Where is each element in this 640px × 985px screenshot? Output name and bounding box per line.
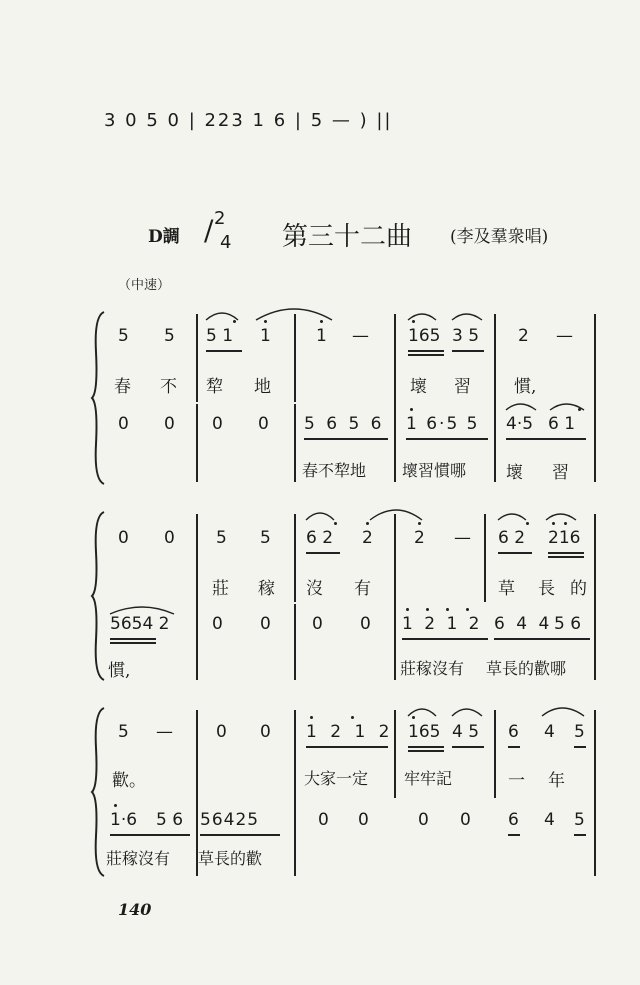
slur [406,700,596,720]
note: 6 2 [498,528,526,548]
octave-dot [114,804,117,807]
underline [110,834,190,836]
octave-dot [418,522,421,525]
octave-dot [564,522,567,525]
underline [548,556,584,558]
octave-dot [552,522,555,525]
note: 56425 [200,810,260,830]
note: 6 [508,810,519,830]
octave-dot [410,408,413,411]
note: 6 4 4 [494,614,553,634]
lyric: 草長的歡哪 [486,659,567,678]
lyric: 習 [552,463,569,483]
octave-dot [351,716,354,719]
note: 2 [414,528,425,548]
lyric: 莊 [212,579,229,599]
underline [508,834,520,836]
note: 6 2 [306,528,334,548]
dash: — [156,722,173,742]
underline [110,638,156,640]
underline [408,750,444,752]
note: 2 [362,528,373,548]
note: 0 [216,722,227,742]
note: 5 [164,326,175,346]
underline [508,746,520,748]
underline [452,746,484,748]
slur [504,396,594,414]
note: 5 6 [156,810,184,830]
note: 1·6 [110,810,138,830]
dash: — [352,326,369,346]
note: 5654 2 [110,614,170,634]
system2-barline [594,514,596,680]
system1-brace [92,312,106,484]
system2-barline [484,514,486,602]
octave-dot [412,716,415,719]
note: 0 [164,414,175,434]
lyric: 稼 [258,579,275,599]
system3-barline [394,710,396,798]
note: 1 6·5 5 [406,414,480,434]
slur [304,504,484,526]
system2-barline [294,514,296,602]
lyric: 莊稼沒有 [106,849,171,868]
lyric: 壞 [410,377,427,397]
note: 0 [312,614,323,634]
octave-dot [466,608,469,611]
note: 1 2 1 2 [402,614,483,634]
note: 5 6 5 6 [304,414,385,434]
lyric: 一 [508,771,525,791]
note: 0 [360,614,371,634]
note: 216 [548,528,581,548]
octave-dot [426,608,429,611]
note: 5 [118,326,129,346]
note: 3 5 [452,326,480,346]
time-signature-numerator: 2 [214,208,226,229]
underline [574,834,586,836]
octave-dot [310,716,313,719]
dash: — [454,528,471,548]
lyric: 春不犂地 [302,461,367,480]
octave-dot [446,608,449,611]
lyric: 地 [254,377,271,397]
lyric: 年 [548,771,565,791]
lyric: 春 [114,377,131,397]
lyric: 慣, [514,377,537,397]
lyric: 不 [160,377,177,397]
lyric: 大家一定 [304,769,369,788]
octave-dot [526,522,529,525]
system1-barline [494,314,496,482]
system1-barline [196,314,198,402]
note: 0 [118,414,129,434]
note: 0 [258,414,269,434]
note: 5 [574,810,585,830]
note: 0 [260,614,271,634]
top-line-notes: 3 0 5 0 | 223 1 6 | 5 — ) || [104,110,393,131]
underline [408,350,444,352]
note: 5 [216,528,227,548]
lyric: 草 [498,579,515,599]
time-signature-slash: / [204,214,214,247]
note: 5 [260,528,271,548]
system2-brace [92,512,106,680]
note: 165 [408,326,441,346]
system1-barline [394,314,396,482]
note: 4 [544,722,555,742]
slur [496,506,586,526]
underline [206,350,242,352]
piece-title: 第三十二曲 [282,222,413,252]
note: 2 [518,326,529,346]
note: 6 [508,722,519,742]
octave-dot [366,522,369,525]
lyric: 牢牢記 [404,769,453,788]
underline [574,746,586,748]
octave-dot [406,608,409,611]
note: 0 [212,614,223,634]
note: 1 [260,326,271,346]
note: 0 [318,810,329,830]
slur [406,306,496,326]
underline [506,438,586,440]
underline [110,642,156,644]
system1-barline [594,314,596,482]
lyric: 習 [454,377,471,397]
note: 5 6 [554,614,582,634]
note: 1 2 1 2 [306,722,394,742]
note: 165 [408,722,441,742]
page-number: 140 [118,900,152,919]
note: 0 [212,414,223,434]
lyric: 歡。 [112,771,146,791]
note: 0 [164,528,175,548]
system3-barline [494,710,496,798]
performer-credit: (李及羣衆唱) [450,227,549,247]
lyric: 的 [570,579,587,599]
lyric: 壞習慣哪 [402,461,467,480]
note: 4 5 [452,722,480,742]
octave-dot [412,320,415,323]
system1-barline [294,404,296,482]
note: 6 1 [548,414,576,434]
underline [408,746,444,748]
note: 4·5 [506,414,534,434]
time-signature-denominator: 4 [220,232,232,253]
lyric: 沒 [306,579,323,599]
octave-dot [233,320,236,323]
system3-brace [92,708,106,876]
note: 0 [460,810,471,830]
note: 0 [358,810,369,830]
lyric: 慣, [108,661,131,681]
underline [306,552,340,554]
system2-barline [394,514,396,680]
slur [108,602,178,618]
slur [204,304,294,324]
dash: — [556,326,573,346]
underline [402,638,488,640]
note: 0 [418,810,429,830]
lyric: 長 [538,579,555,599]
underline [304,438,388,440]
underline [498,552,532,554]
lyric: 草長的歡 [198,849,263,868]
lyric: 有 [354,579,371,599]
underline [452,350,484,352]
note: 0 [118,528,129,548]
note: 5 [118,722,129,742]
system1-barline [196,404,198,482]
lyric: 壞 [506,463,523,483]
note: 1 [316,326,327,346]
underline [548,552,584,554]
octave-dot [320,320,323,323]
underline [200,834,280,836]
key-signature: D調 [148,227,180,247]
underline [494,638,590,640]
lyric: 莊稼沒有 [400,659,465,678]
underline [408,354,444,356]
note: 5 [574,722,585,742]
system3-barline [294,710,296,876]
note: 5 1 [206,326,234,346]
octave-dot [334,522,337,525]
system2-barline [196,514,198,680]
lyric: 犂 [206,377,223,397]
underline [406,438,488,440]
note: 4 [544,810,555,830]
tempo-marking: （中速） [118,278,171,293]
system1-barline [294,314,296,402]
system3-barline [594,710,596,876]
note: 0 [260,722,271,742]
octave-dot [264,320,267,323]
system2-barline [294,604,296,680]
underline [306,746,388,748]
